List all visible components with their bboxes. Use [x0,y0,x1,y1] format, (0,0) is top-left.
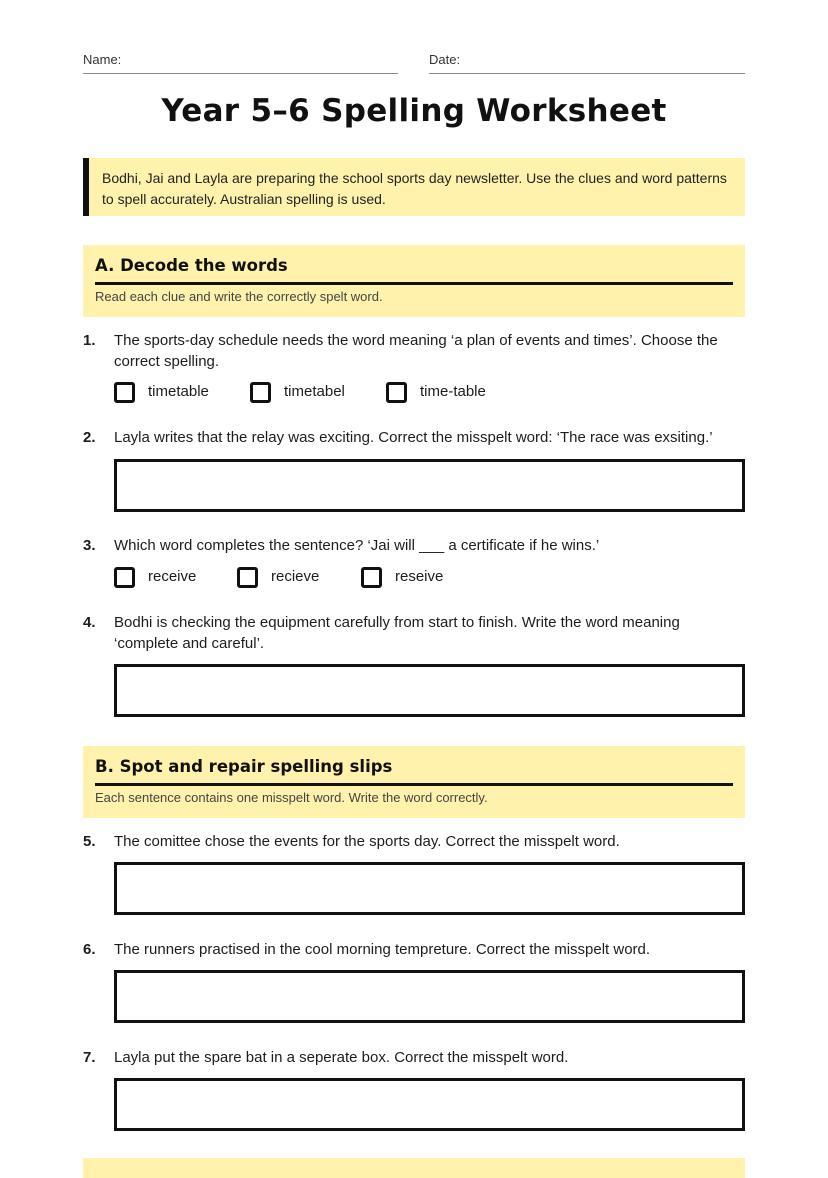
question-number: 6. [83,941,96,958]
question-number: 5. [83,833,96,850]
name-field[interactable] [83,52,398,74]
question-number: 4. [83,614,96,631]
answer-box-5[interactable] [114,862,745,915]
option-label: timetabel [284,383,345,400]
checkbox-icon[interactable] [250,382,271,403]
checkbox-icon[interactable] [237,567,258,588]
section-a-subtitle: Read each clue and write the correctly spelt word. [95,289,383,304]
question-number: 1. [83,332,96,349]
answer-box-2[interactable] [114,459,745,512]
section-b-subtitle: Each sentence contains one misspelt word. Write the word correctly. [95,790,488,805]
question-number: 7. [83,1049,96,1066]
intro-callout: Bodhi, Jai and Layla are preparing the school sports day newsletter. Use the clues and word patterns to spell accurately. Australian spelling is used. [83,158,745,216]
question-text: Layla put the spare bat in a seperate box. Correct the misspelt word. [114,1049,569,1066]
option-label: recieve [271,568,320,585]
section-a-title: A. Decode the words [95,255,733,285]
question-text: Bodhi is checking the equipment carefully from start to finish. Write the word meaning ‘complete and careful’. [114,614,680,652]
option-label: timetable [148,383,209,400]
section-a-header [83,245,745,317]
checkbox-icon[interactable] [386,382,407,403]
next-section-header [83,1158,745,1178]
question-number: 3. [83,537,96,554]
date-field[interactable] [429,52,745,74]
question-text: Layla writes that the relay was exciting. Correct the misspelt word: ‘The race was exsiting.’ [114,429,713,446]
question-number: 2. [83,429,96,446]
option-label: time-table [420,383,486,400]
question-text: Which word completes the sentence? ‘Jai will ___ a certificate if he wins.’ [114,537,600,554]
checkbox-icon[interactable] [114,382,135,403]
option-label: receive [148,568,197,585]
section-b-title: B. Spot and repair spelling slips [95,756,733,786]
question-text: The comittee chose the events for the sports day. Correct the misspelt word. [114,833,620,850]
answer-box-7[interactable] [114,1078,745,1131]
question-text: The runners practised in the cool morning tempreture. Correct the misspelt word. [114,941,651,958]
section-b-header [83,746,745,818]
checkbox-icon[interactable] [361,567,382,588]
checkbox-icon[interactable] [114,567,135,588]
student-details [83,52,745,74]
answer-box-6[interactable] [114,970,745,1023]
page-title: Year 5–6 Spelling Worksheet [161,93,667,129]
option-label: reseive [395,568,444,585]
name-label: Name: [83,52,122,67]
question-text: The sports-day schedule needs the word meaning ‘a plan of events and times’. Choose the correct spelling. [114,332,718,370]
date-label: Date: [429,52,461,67]
answer-box-4[interactable] [114,664,745,717]
